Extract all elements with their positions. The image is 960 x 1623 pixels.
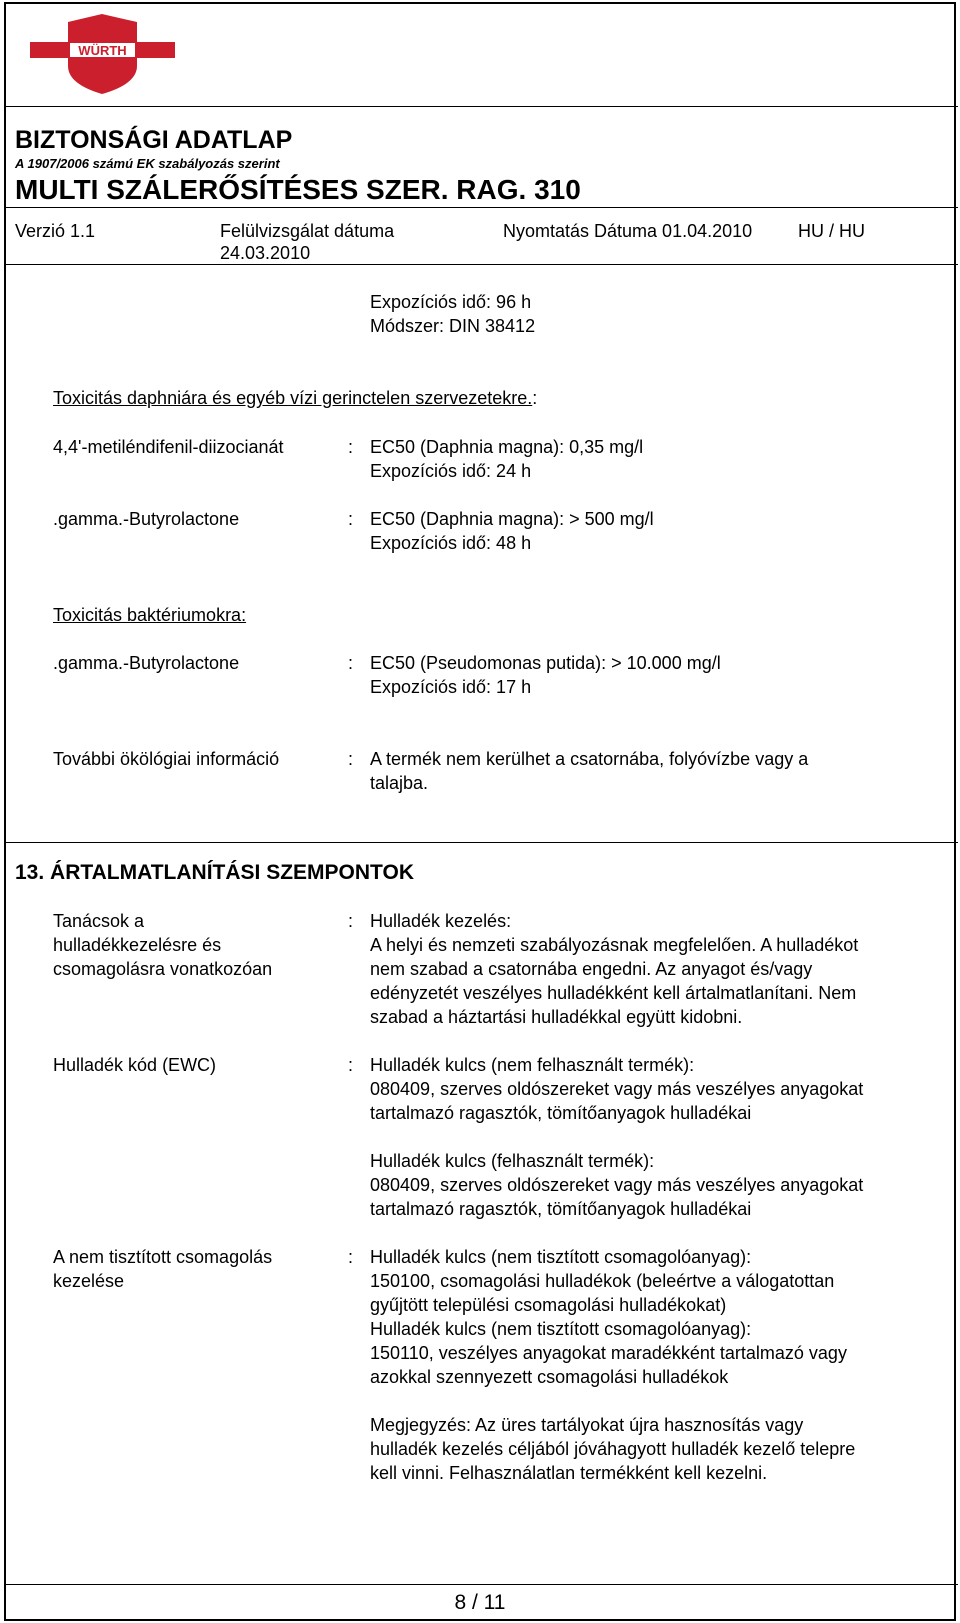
section-divider [6,842,958,843]
value-line: 080409, szerves oldószereket vagy más veszélyes anyagokat [370,1079,864,1099]
advice-label: Tanácsok a [53,911,145,931]
colon: : [348,437,354,457]
value-line: edényzetét veszélyes hulladékként kell ártalmatlanítani. Nem [370,983,857,1003]
advice-label: csomagolásra vonatkozóan [53,959,273,979]
value-line: 150100, csomagolási hulladékok (beleértve a válogatottan [370,1271,835,1291]
substance-name: .gamma.-Butyrolactone [53,509,240,529]
header-divider [6,106,958,107]
value-line: 080409, szerves oldószereket vagy más veszélyes anyagokat [370,1175,864,1195]
ewc-label: Hulladék kód (EWC) [53,1055,217,1075]
logo-text: WÜRTH [78,43,127,58]
value-line: tartalmazó ragasztók, tömítőanyagok hulladékai [370,1199,752,1219]
value-line: Hulladék kulcs (nem tisztított csomagolóanyag): [370,1247,752,1267]
product-name: MULTI SZÁLERŐSÍTÉSES SZER. RAG. 310 [15,174,581,205]
value-line: Expozíciós idő: 17 h [370,677,532,697]
title-divider [6,207,958,208]
value-line: 150110, veszélyes anyagokat maradékként tartalmazó vagy [370,1343,847,1363]
value-line: EC50 (Pseudomonas putida): > 10.000 mg/l [370,653,721,673]
value-line: Hulladék kezelés: [370,911,512,931]
method: Módszer: DIN 38412 [370,316,536,336]
value-line: gyűjtött települési csomagolási hulladékokat) [370,1295,727,1315]
value-line: Hulladék kulcs (nem tisztított csomagolóanyag): [370,1319,752,1339]
value-line: Hulladék kulcs (felhasznált termék): [370,1151,655,1171]
further-info-label: További ökölógiai információ [53,749,280,769]
substance-name: .gamma.-Butyrolactone [53,653,240,673]
value-line: EC50 (Daphnia magna): > 500 mg/l [370,509,654,529]
exposure-96h: Expozíciós idő: 96 h [370,292,532,312]
packaging-label: A nem tisztított csomagolás [53,1247,273,1267]
doc-title: BIZTONSÁGI ADATLAP [15,126,293,154]
value-line: A helyi és nemzeti szabályozásnak megfelelően. A hulladékot [370,935,859,955]
value-line: azokkal szennyezett csomagolási hulladékok [370,1367,729,1387]
footer-divider [6,1584,958,1585]
value-line: Expozíciós idő: 24 h [370,461,532,481]
revision-label: Felülvizsgálat dátuma [220,221,395,241]
page-number: 8 / 11 [454,1591,506,1614]
colon: : [348,653,354,673]
daphnia-heading: Toxicitás daphniára és egyéb vízi gerinctelen szervezetekre.: [53,388,538,408]
colon: : [348,749,354,769]
substance-name: 4,4'-metiléndifenil-diizocianát [53,437,284,457]
value-line: talajba. [370,773,429,793]
wurth-logo [30,14,175,96]
value-line: tartalmazó ragasztók, tömítőanyagok hulladékai [370,1103,752,1123]
bacteria-heading: Toxicitás baktériumokra: [53,605,247,625]
note-line: hulladék kezelés céljából jóváhagyott hulladék kezelő telepre [370,1439,856,1459]
value-line: A termék nem kerülhet a csatornába, folyóvízbe vagy a [370,749,809,769]
section-13-title: 13. ÁRTALMATLANÍTÁSI SZEMPONTOK [15,861,414,884]
value-line: szabad a háztartási hulladékkal együtt kidobni. [370,1007,743,1027]
version: Verzió 1.1 [15,221,96,241]
advice-label: hulladékkezelésre és [53,935,222,955]
print-date: Nyomtatás Dátuma 01.04.2010 [503,221,753,241]
meta-divider [6,264,958,265]
value-line: Hulladék kulcs (nem felhasznált termék): [370,1055,695,1075]
colon: : [348,509,354,529]
note-line: kell vinni. Felhasználatlan termékként kell kezelni. [370,1463,768,1483]
colon: : [348,1247,354,1267]
note-line: Megjegyzés: Az üres tartályokat újra hasznosítás vagy [370,1415,804,1435]
colon: : [348,1055,354,1075]
value-line: Expozíciós idő: 48 h [370,533,532,553]
value-line: EC50 (Daphnia magna): 0,35 mg/l [370,437,644,457]
language: HU / HU [798,221,865,241]
doc-subtitle: A 1907/2006 számú EK szabályozás szerint [15,156,280,171]
value-line: nem szabad a csatornába engedni. Az anyagot és/vagy [370,959,813,979]
packaging-label: kezelése [53,1271,125,1291]
revision-date: 24.03.2010 [220,243,311,263]
colon: : [348,911,354,931]
